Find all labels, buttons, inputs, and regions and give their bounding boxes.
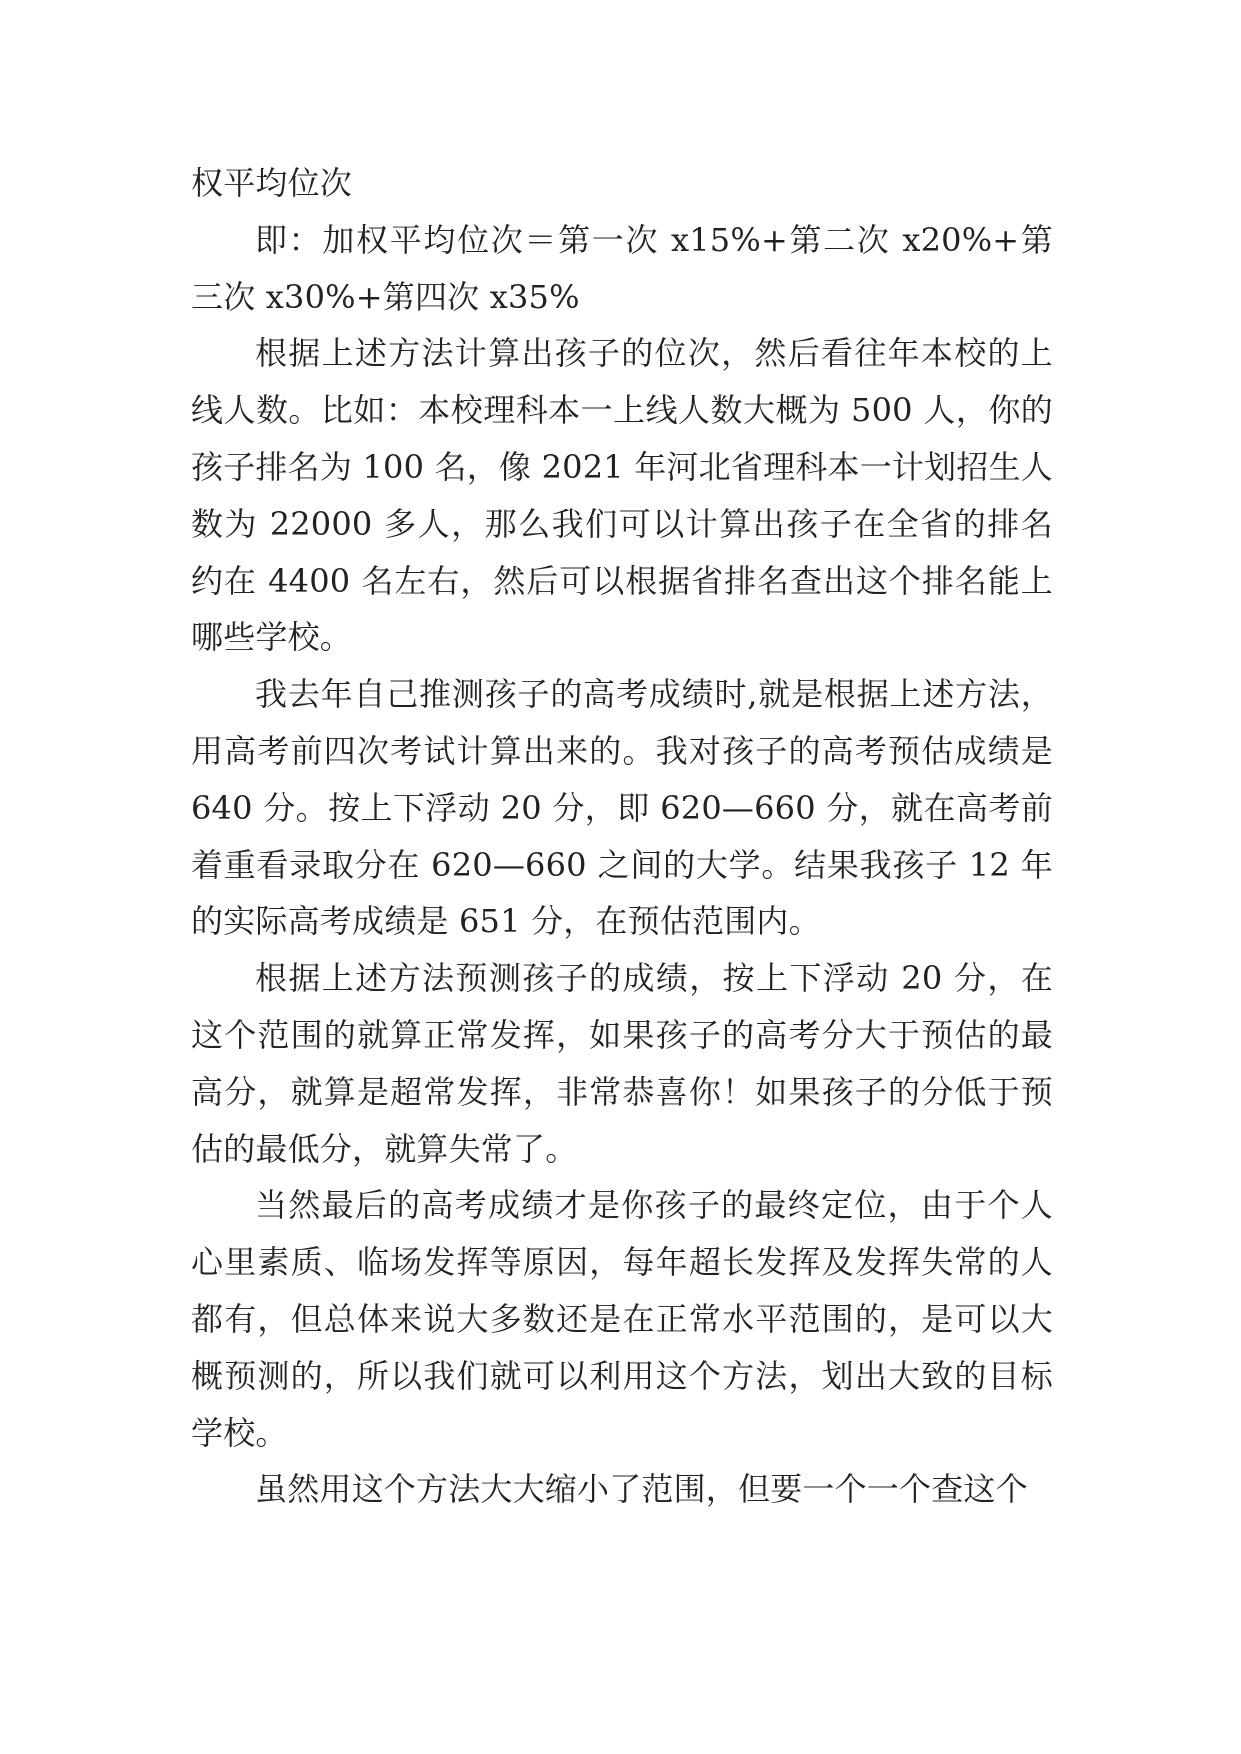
paragraph-final-positioning: 当然最后的高考成绩才是你孩子的最终定位，由于个人心里素质、临场发挥等原因，每年超长发挥及发挥失常的人都有，但总体来说大多数还是在正常水平范围的，是可以大概预测的，所以我们就可以利用这个方法，划出大致的目标学校。 (191, 1186, 1053, 1452)
document-body (191, 155, 1053, 1518)
paragraph-weighted-rank-formula: 即：加权平均位次＝第一次 x15%+第二次 x20%+第三次 x30%+第四次 x35% (191, 220, 1053, 316)
paragraph-continuation: 权平均位次 (191, 164, 353, 202)
paragraph-personal-experience: 我去年自己推测孩子的高考成绩时,就是根据上述方法，用高考前四次考试计算出来的。我对孩子的高考预估成绩是 640 分。按上下浮动 20 分，即 620—660 分，就在高考前着重看录取分在 620—660 之间的大学。结果我孩子 12 年的实际高考成绩是 651 分，在预估范围内。 (191, 675, 1053, 941)
paragraph-score-range: 根据上述方法预测孩子的成绩，按上下浮动 20 分，在这个范围的就算正常发挥，如果孩子的高考分大于预估的最高分，就算是超常发挥，非常恭喜你！如果孩子的分低于预估的最低分，就算失常了。 (191, 959, 1053, 1168)
paragraph-narrowed-scope: 虽然用这个方法大大缩小了范围，但要一个一个查这个 (255, 1470, 1028, 1509)
paragraph-rank-estimation: 根据上述方法计算出孩子的位次，然后看往年本校的上线人数。比如：本校理科本一上线人数大概为 500 人，你的孩子排名为 100 名，像 2021 年河北省理科本一计划招生人数为 22000 多人，那么我们可以计算出孩子在全省的排名约在 4400 名左右，然后可以根据省排名查出这个排名能上哪些学校。 (191, 334, 1053, 657)
